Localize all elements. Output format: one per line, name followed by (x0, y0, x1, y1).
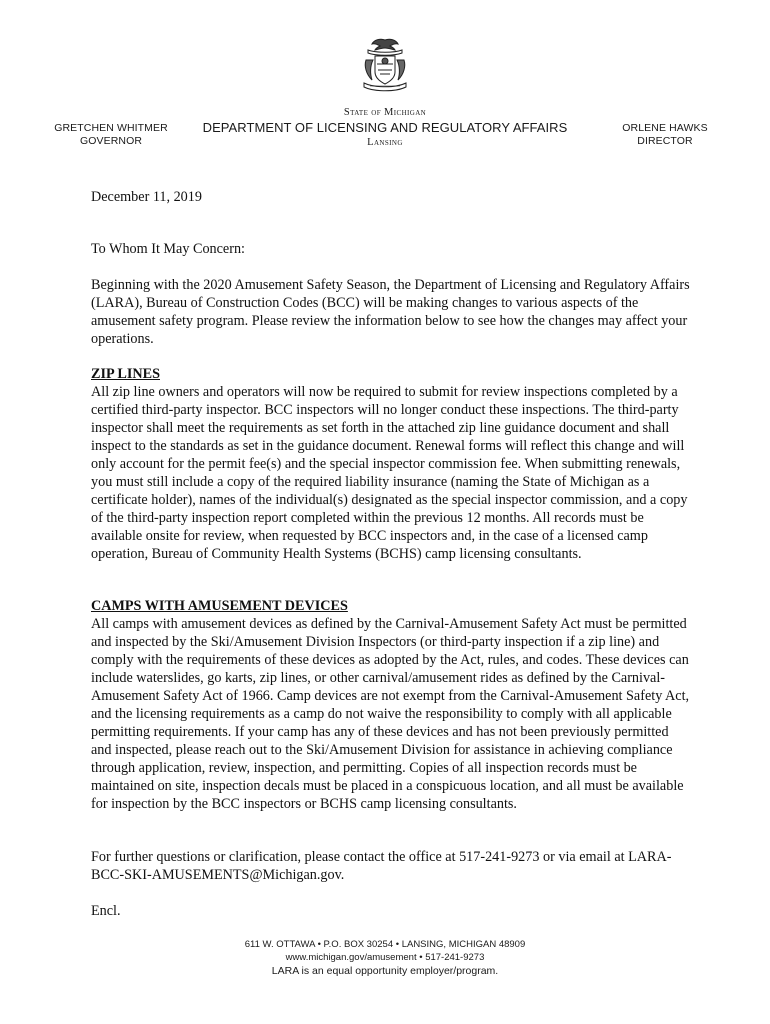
letterhead (190, 106, 580, 149)
section-body-camps: All camps with amusement devices as defined by the Carnival-Amusement Safety Act must be permitted and inspected by the Ski/Amusement Division Inspectors (or third-party inspection if a zip line) and comply with the requirements of these devices as adopted by the Act, rules, and codes. These devices can include waterslides, go karts, zip lines, or other carnival/amusement rides as defined by the Carnival-Amusement Safety Act of 1966. Camp devices are not exempt from the Carnival-Amusement Safety Act, and the licensing requirements as a camp do not waive the responsibility to comply with all applicable permitting requirements. If your camp has any of these devices and has not been previously permitted and inspected, please reach out to the Ski/Amusement Division for assistance in achieving compliance through application, review, inspection, and permitting. Copies of all inspection records must be maintained on site, inspection decals must be placed in a conspicuous location, and all must be available for inspection by the BCC inspectors or BCHS camp licensing consultants. (91, 616, 690, 812)
enclosure-note: Encl. (91, 903, 121, 919)
footer-address: 611 W. OTTAWA • P.O. BOX 30254 • LANSING, MICHIGAN 48909 (244, 939, 526, 950)
director-block (602, 122, 728, 147)
governor-name: GRETCHEN WHITMER (54, 122, 168, 134)
department-name: DEPARTMENT OF LICENSING AND REGULATORY AFFAIRS (202, 120, 568, 135)
salutation: To Whom It May Concern: (91, 241, 245, 257)
footer-web-phone: www.michigan.gov/amusement • 517-241-9273 (285, 952, 485, 963)
michigan-seal-icon (358, 36, 412, 94)
contact-paragraph: For further questions or clarification, please contact the office at 517-241-9273 or via email at LARA-BCC-SKI-AMUSEMENTS@Michigan.gov. (91, 849, 672, 883)
footer-eeo-statement: LARA is an equal opportunity employer/program. (271, 965, 499, 977)
director-title: DIRECTOR (637, 134, 693, 147)
section-heading-camps: CAMPS WITH AMUSEMENT DEVICES (91, 598, 348, 614)
director-name: ORLENE HAWKS (622, 122, 708, 134)
governor-block (52, 122, 170, 147)
state-name: State of Michigan (343, 107, 427, 118)
intro-paragraph: Beginning with the 2020 Amusement Safety Season, the Department of Licensing and Regulatory Affairs (LARA), Bureau of Construction Codes (BCC) will be making changes to various aspects of the amusement safety program. Please review the information below to see how the changes may affect your operations. (91, 277, 690, 347)
city-name: Lansing (367, 137, 403, 148)
section-heading-zip-lines: ZIP LINES (91, 366, 160, 382)
section-body-zip-lines: All zip line owners and operators will now be required to submit for review inspections completed by a certified third-party inspector. BCC inspectors will no longer conduct these inspections. The third-party inspector shall meet the requirements as set forth in the attached zip line guidance document and shall inspect to the standards as set in the guidance document. Renewal forms will reflect this change and will only account for the permit fee(s) and the special inspector commission fee. When submitting renewals, you must still include a copy of the required liability insurance (naming the State of Michigan as a certificate holder), names of the individual(s) designated as the special inspector commission, and a copy of the third-party inspection report completed within the previous 12 months. All records must be available onsite for review, when requested by BCC inspectors and, in the case of a licensed camp operation, Bureau of Community Health Systems (BCHS) camp licensing consultants. (91, 384, 688, 562)
letter-footer (0, 938, 770, 978)
letter-date: December 11, 2019 (91, 189, 202, 205)
governor-title: GOVERNOR (79, 134, 143, 147)
